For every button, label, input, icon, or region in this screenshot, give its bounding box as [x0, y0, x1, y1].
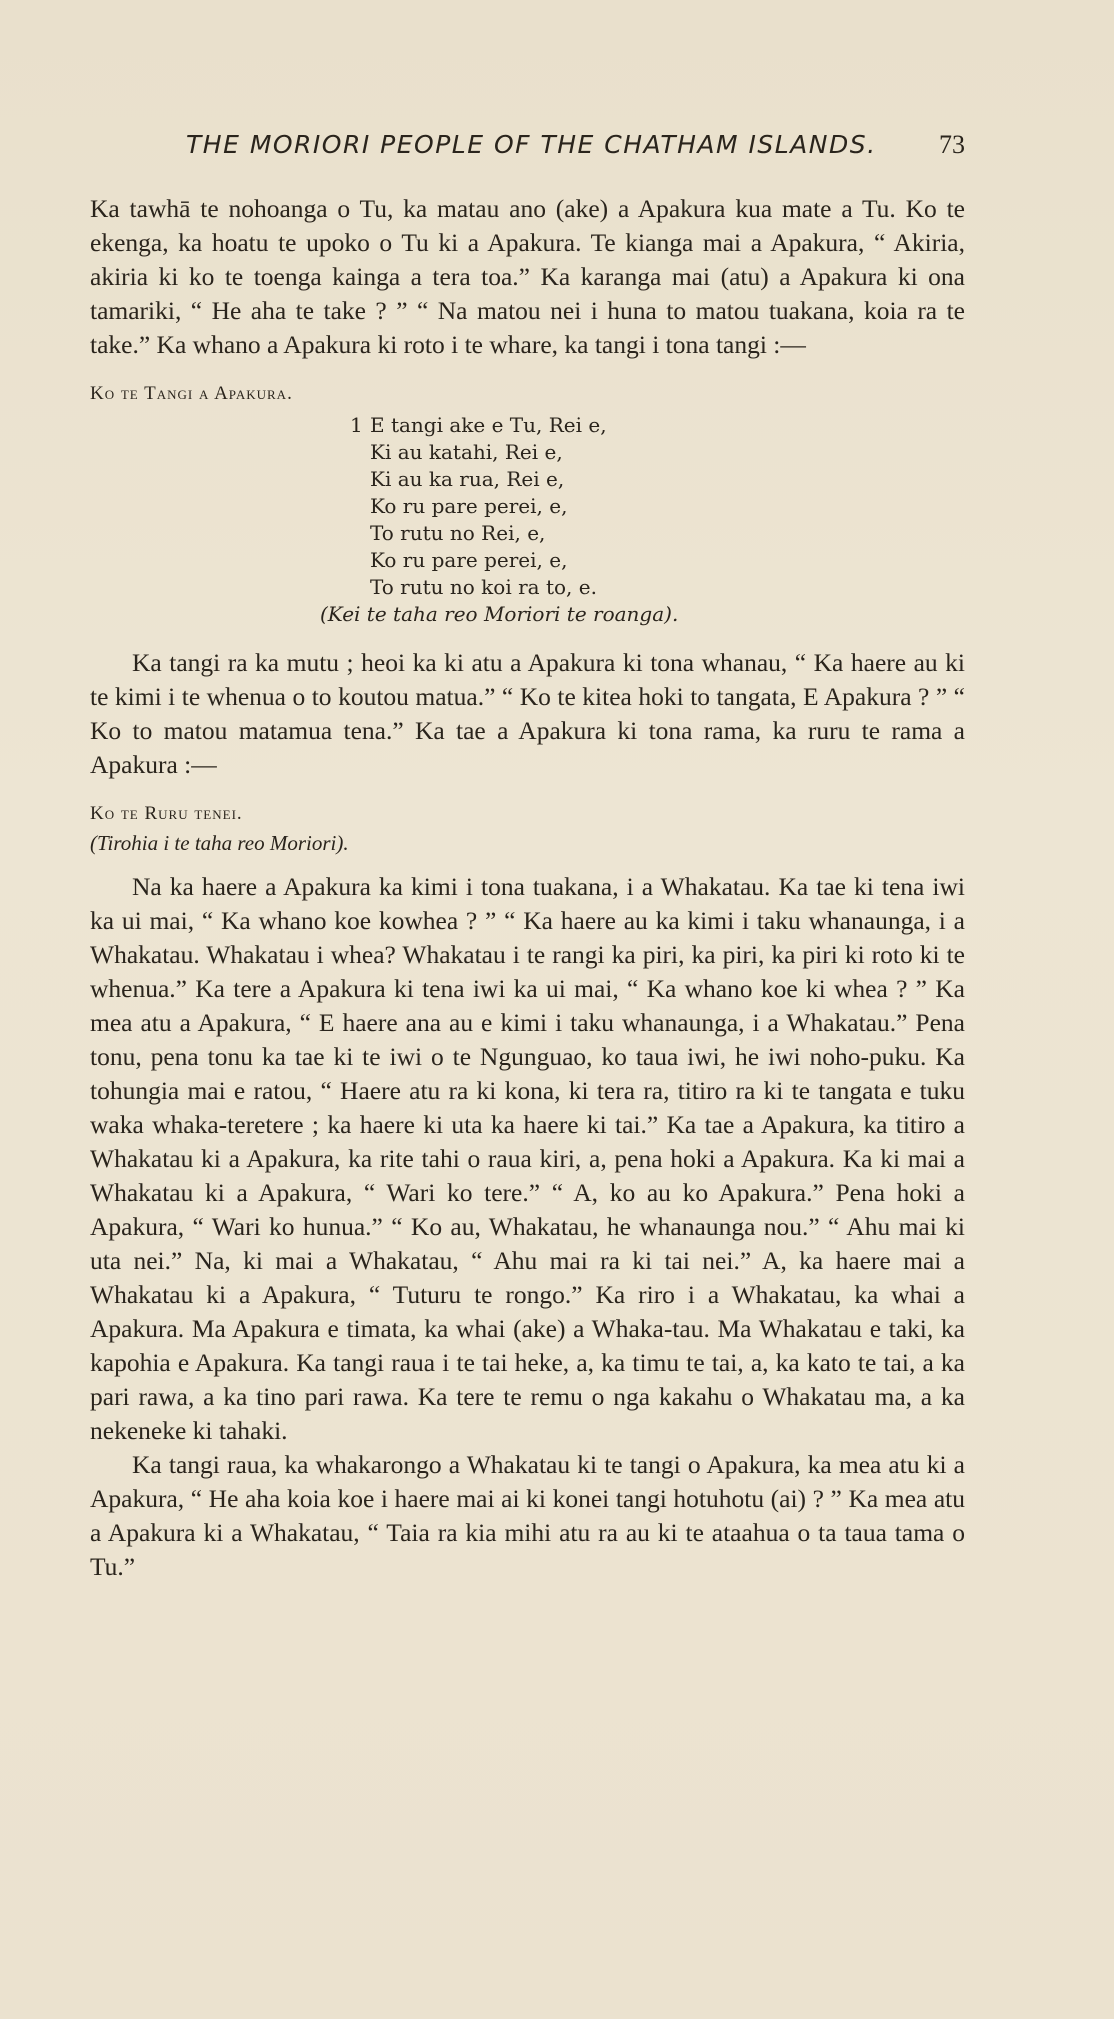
body-text [90, 192, 965, 1584]
verse-line: Ko ru pare perei, e, [370, 494, 568, 518]
page-header [90, 130, 965, 164]
page-number: 73 [939, 130, 965, 159]
verse-line: To rutu no Rei, e, [370, 521, 546, 545]
verse-line [350, 412, 965, 439]
verse-line-text: E tangi ake e Tu, Rei e, [370, 413, 607, 437]
lament-note: (Kei te taha reo Moriori te roanga). [320, 602, 679, 626]
paragraph-1: Ka tawhā te nohoanga o Tu, ka matau ano (ake) a Apakura kua mate a Tu. Ko te ekenga, ka hoatu te upoko o Tu ki a Apakura. Te kianga mai a Apakura, “ Akiria, akiria ki ko te toenga kainga a tera toa.” Ka karanga mai (atu) a Apakura ki ona tamariki, “ He aha te take ? ” “ Na matou nei i huna to matou tuakana, koia ra te take.” Ka whano a Apakura ki roto i te whare, ka tangi i tona tangi :— [90, 194, 965, 359]
lament-heading: Ko te Tangi a Apakura. [90, 383, 293, 404]
ruru-heading: Ko te Ruru tenei. [90, 803, 243, 824]
verse-number: 1 [350, 413, 363, 437]
paragraph-3: Na ka haere a Apakura ka kimi i tona tuakana, i a Whakatau. Ka tae ki tena iwi ka ui mai, “ Ka whano koe kowhea ? ” “ Ka haere au ka kimi i taku whanaunga, i a Whakatau. Whakatau i whea? Whakatau i te rangi ka piri, ka piri, ka piri ki roto ki te whenua.” Ka tere a Apakura ki tena iwi ka ui mai, “ Ka whano koe ki whea ? ” Ka mea atu a Apakura, “ E haere ana au e kimi i taku whanaunga, i a Whakatau.” Pena tonu, pena tonu ka tae ki te iwi o te Ngunguao, ko taua iwi, he iwi noho-puku. Ka tohungia mai e ratou, “ Haere atu ra ki kona, ki tera ra, titiro ra ki te tangata e tuku waka whaka-teretere ; ka haere ki uta ka haere ki tai.” Ka tae a Apakura, ka titiro a Whakatau ki a Apakura, ka rite tahi o raua kiri, a, pena hoki a Apakura. Ka ki mai a Whakatau ki a Apakura, “ Wari ko tere.” “ A, ko au ko Apakura.” Pena hoki a Apakura, “ Wari ko hunua.” “ Ko au, Whakatau, he whanaunga nou.” “ Ahu mai ki uta nei.” Na, ki mai a Whakatau, “ Ahu mai ra ki tai nei.” A, ka haere mai a Whakatau ki a Apakura, “ Tuturu te rongo.” Ka riro i a Whakatau, ka whai a Apakura. Ma Apakura e timata, ka whai (ake) a Whaka-tau. Ma Whakatau e taki, ka kapohia e Apakura. Ka tangi raua i te tai heke, a, ka timu te tai, a, ka kato te tai, a ka pari rawa, a ka tino pari rawa. Ka tere te remu o nga kakahu o Whakatau ma, a ka nekeneke ki tahaki. [90, 872, 965, 1445]
lament-verse [320, 412, 965, 628]
verse-line: To rutu no koi ra to, e. [370, 575, 597, 599]
ruru-note: (Tirohia i te taha reo Moriori). [90, 831, 349, 855]
paragraph-2: Ka tangi ra ka mutu ; heoi ka ki atu a Apakura ki tona whanau, “ Ka haere au ki te kimi i te whenua o to koutou matua.” “ Ko te kitea hoki to tangata, E Apakura ? ” “ Ko to matou matamua tena.” Ka tae a Apakura ki tona rama, ka ruru te rama a Apakura :— [90, 648, 965, 779]
running-title: THE MORIORI PEOPLE OF THE CHATHAM ISLANDS. [186, 130, 877, 159]
verse-line: Ko ru pare perei, e, [370, 548, 568, 572]
paragraph-4: Ka tangi raua, ka whakarongo a Whakatau ki te tangi o Apakura, ka mea atu ki a Apakura, “ He aha koia koe i haere mai ai ki konei tangi hotuhotu (ai) ? ” Ka mea atu a Apakura ki a Whakatau, “ Taia ra kia mihi atu ra au ki te ataahua o ta taua tama o Tu.” [90, 1450, 965, 1581]
verse-line: Ki au katahi, Rei e, [370, 440, 563, 464]
verse-line: Ki au ka rua, Rei e, [370, 467, 565, 491]
